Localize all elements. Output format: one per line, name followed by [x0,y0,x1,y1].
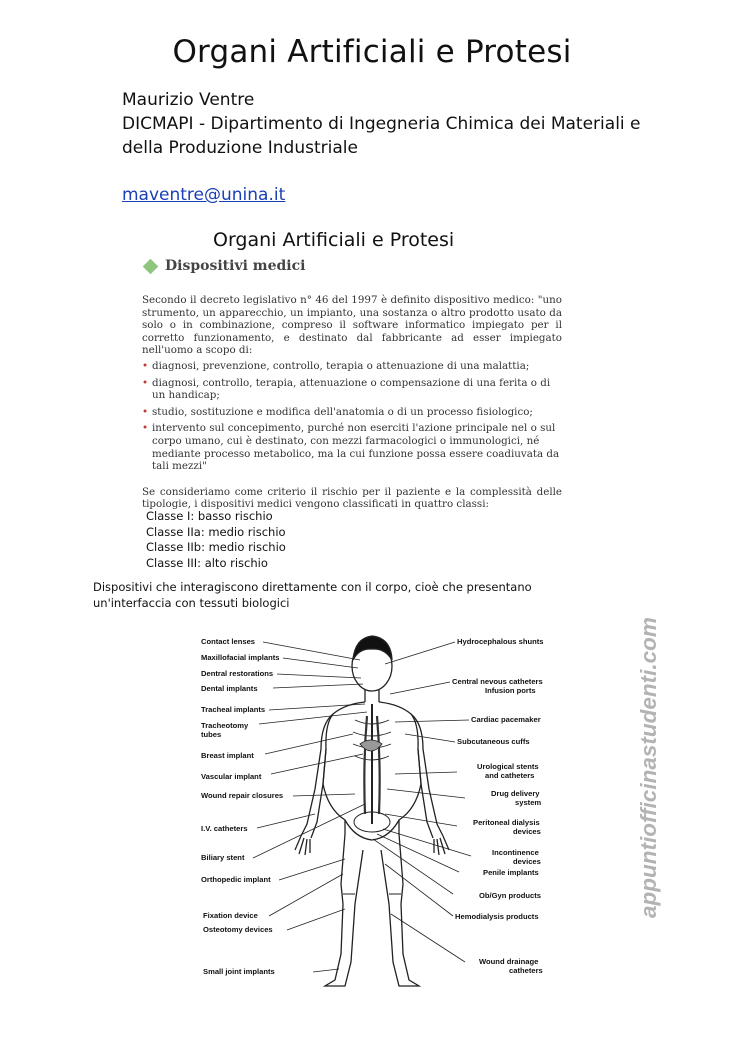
watermark [630,530,664,920]
document-title: Organi Artificiali e Protesi [172,34,572,70]
label-small-joint-implants: Small joint implants [203,967,275,976]
label-dental-implants: Dental implants [201,684,258,693]
label-breast-implant: Breast implant [201,751,254,760]
scan-heading-text: Dispositivi medici [165,258,306,274]
watermark-text: appuntiofficinastudenti.com [636,617,661,918]
label-tracheotomy: Tracheotomy [201,721,249,730]
label-peritoneal-devices: devices [513,827,541,836]
bullet-icon: • [142,376,149,389]
department-line-2: della Produzione Industriale [122,138,358,158]
label-urological-catheters: and catheters [485,771,535,780]
label-biliary-stent: Biliary stent [201,853,245,862]
scan-bullet-list [142,360,562,473]
class-item: Classe I: basso rischio [146,509,273,523]
label-drug-delivery: Drug delivery [491,789,540,798]
bullet-icon: • [142,405,149,418]
label-orthopedic-implant: Orthopedic implant [201,875,271,884]
scan-outro-paragraph: Se consideriamo come criterio il rischio per il paziente e la complessità delle tipologie, i dispositivi medici vengono classificati in quattro classi: [142,485,562,511]
label-urological-stents: Urological stents [477,762,539,771]
list-item: • intervento sul concepimento, purché non eserciti l'azione principale nel o sul corpo umano, cui è destinato, con mezzi farmacologici o immunologici, né mediante processo metabolico, ma la cui funzione possa essere coadiuvata da tali mezzi" [142,422,560,473]
description-line-2: un'interfaccia con tessuti biologici [93,595,290,610]
label-tracheal-implants: Tracheal implants [201,705,266,714]
leader-lines [253,642,471,972]
bullet-icon: • [142,359,149,372]
author-email-link[interactable]: maventre@unina.it [122,185,286,205]
label-central-nervous-catheters: Central nevous catheters [452,677,543,686]
class-item: Classe IIa: medio rischio [146,524,286,539]
label-cardiac-pacemaker: Cardiac pacemaker [471,715,541,724]
label-contact-lenses: Contact lenses [201,637,256,646]
description-line-1: Dispositivi che interagiscono direttamente con il corpo, cioè che presentano [93,580,532,594]
body-implants-diagram [195,624,550,996]
label-peritoneal-dialysis: Peritoneal dialysis [473,818,540,827]
label-tracheotomy-tubes: tubes [201,730,222,739]
label-incontinence-devices: devices [513,857,541,866]
list-item: • diagnosi, prevenzione, controllo, terapia o attenuazione di una malattia; [142,359,530,372]
label-hemodialysis-products: Hemodialysis products [455,912,539,921]
diagram-description [93,580,553,611]
label-subcutaneous-cuffs: Subcutaneous cuffs [457,737,530,746]
class-item: Classe III: alto rischio [146,555,268,570]
list-item: • studio, sostituzione e modifica dell'anatomia o di un processo fisiologico; [142,405,533,418]
class-item: Classe IIb: medio rischio [146,540,286,554]
label-penile-implants: Penile implants [483,868,539,877]
label-infusion-ports: Infusion ports [485,686,536,695]
label-osteotomy-devices: Osteotomy devices [203,925,273,934]
label-wound-repair-closures: Wound repair closures [201,791,284,800]
label-hydrocephalous-shunts: Hydrocephalous shunts [457,637,544,646]
label-incontinence: Incontinence [492,848,539,857]
label-vascular-implant: Vascular implant [201,772,262,781]
slide-subtitle: Organi Artificiali e Protesi [213,229,455,251]
author-name: Maurizio Ventre [122,90,255,110]
label-iv-catheters: I.V. catheters [201,824,248,833]
bullet-icon: • [142,422,149,435]
label-obgyn-products: Ob/Gyn products [479,891,542,900]
human-body-figure [295,636,449,986]
scanned-excerpt [142,258,562,511]
label-dental-restorations: Dentral restorations [201,669,274,678]
author-block [122,88,641,160]
risk-classes-list [146,509,286,571]
green-diamond-icon [143,258,159,274]
scan-intro-paragraph: Secondo il decreto legislativo n° 46 del 1997 è definito dispositivo medico: "uno strumento, un apparecchio, un impianto, una sostanza o altro prodotto usato da solo o in combinazione, compreso il software informatico impiegato per il corretto funzionamento, e destinato dal fabbricante ad esser impiegato nell'uomo a scopo di: [142,294,562,357]
label-fixation-device: Fixation device [203,911,258,920]
scan-heading [142,258,562,274]
department-line-1: DICMAPI - Dipartimento di Ingegneria Chimica dei Materiali e [122,114,641,134]
label-maxillofacial-implants: Maxillofacial implants [201,653,280,662]
list-item: • diagnosi, controllo, terapia, attenuazione o compensazione di una ferita o di un handicap; [142,376,551,402]
label-drug-delivery-system: system [515,798,542,807]
label-wound-drainage: Wound drainage [479,957,539,966]
label-wound-drainage-catheters: catheters [509,966,543,975]
